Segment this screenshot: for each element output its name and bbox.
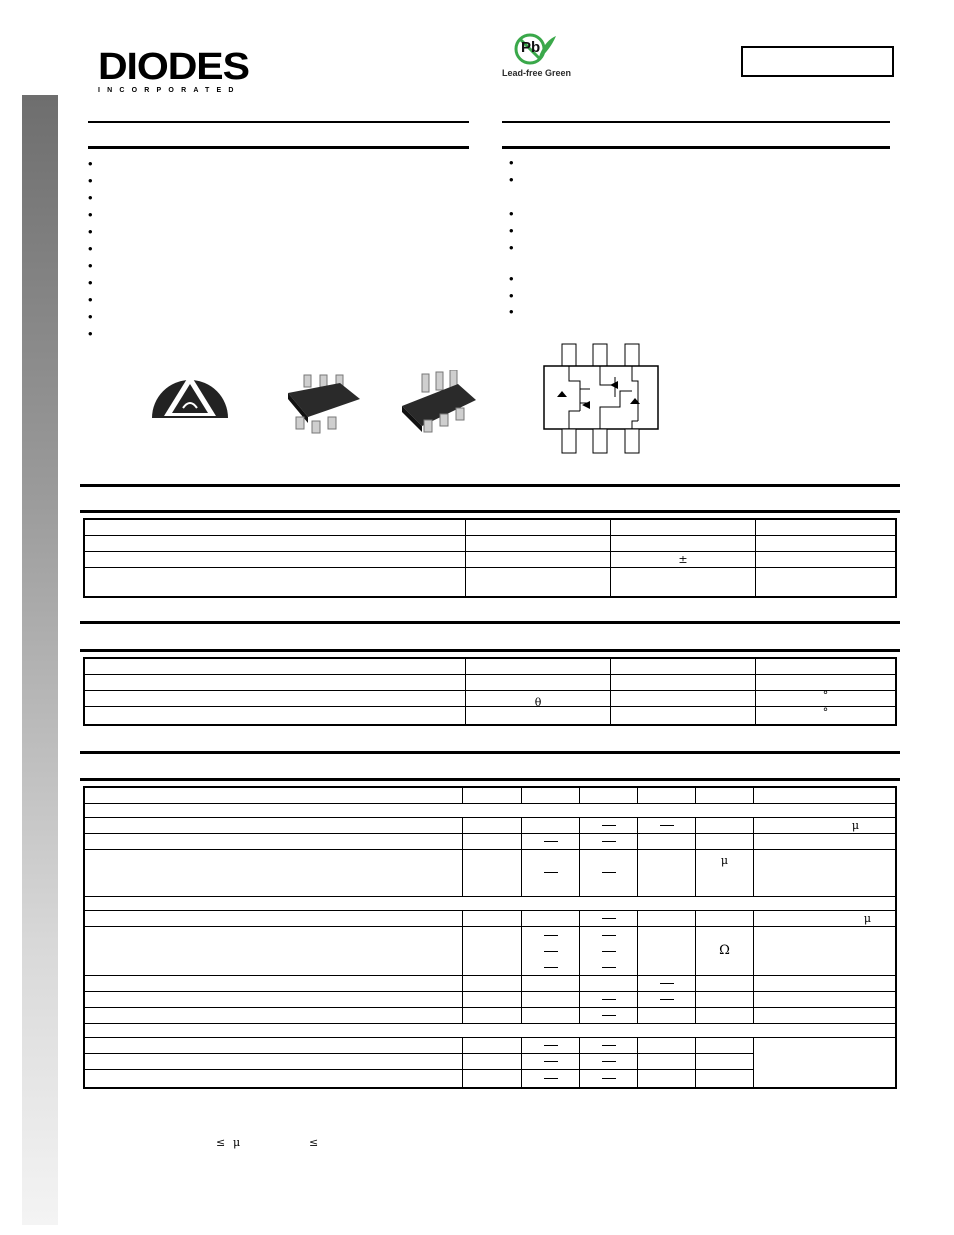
list-item — [88, 257, 458, 274]
mosfet-schematic-icon — [540, 341, 660, 456]
list-item: • — [509, 155, 514, 170]
mu-symbol: μ — [233, 1136, 241, 1149]
list-item: • — [509, 304, 514, 319]
le-symbol: ≤ — [216, 1136, 226, 1149]
table-header-row — [84, 658, 896, 675]
mechanical-list — [509, 155, 879, 320]
degree-symbol: ° — [822, 705, 829, 719]
table-row — [84, 691, 896, 707]
section1-top-rule — [80, 484, 900, 487]
features-list — [88, 155, 458, 342]
degree-symbol: ° — [822, 688, 829, 702]
sot-package-side-icon — [398, 370, 478, 438]
features-top-rule — [88, 121, 469, 123]
list-item — [88, 291, 458, 308]
list-item — [88, 274, 458, 291]
table-group-row — [84, 804, 896, 818]
section2-top-rule — [80, 621, 900, 624]
logo-wordmark: DIODES — [98, 46, 249, 88]
mechanical-bottom-rule — [502, 146, 890, 149]
list-item — [88, 155, 458, 172]
list-item — [88, 206, 458, 223]
electrical-table — [83, 786, 897, 1089]
table-row — [84, 927, 896, 976]
list-item: • — [509, 271, 514, 286]
omega-symbol: Ω — [719, 943, 730, 958]
table-row — [84, 834, 896, 850]
footnote — [80, 1136, 480, 1152]
section1-bottom-rule — [80, 510, 900, 513]
list-item — [88, 325, 458, 342]
table-row — [84, 675, 896, 691]
esd-warning-icon — [150, 364, 230, 420]
mu-symbol: μ — [851, 818, 859, 832]
leadfree-label: Lead-free Green — [502, 68, 572, 78]
sot-package-icon — [282, 373, 364, 435]
table-group-row — [84, 1024, 896, 1038]
table-header-row — [84, 519, 896, 536]
plus-minus-symbol: ± — [678, 552, 688, 566]
list-item: • — [509, 240, 514, 255]
list-item — [88, 240, 458, 257]
features-bottom-rule — [88, 146, 469, 149]
mu-symbol: μ — [863, 911, 871, 925]
list-item: • — [509, 206, 514, 221]
list-item: • — [509, 172, 514, 187]
section3-top-rule — [80, 751, 900, 754]
table-row — [84, 850, 896, 897]
side-banner — [22, 95, 58, 1225]
table-row — [84, 992, 896, 1008]
theta-symbol: θ — [534, 695, 542, 709]
list-item — [88, 223, 458, 240]
table-group-row — [84, 897, 896, 911]
table-row — [84, 911, 896, 927]
table-row — [84, 707, 896, 726]
mu-symbol: μ — [720, 854, 729, 867]
list-item — [88, 172, 458, 189]
leadfree-green-icon — [510, 30, 560, 70]
leadfree-symbol: Pb — [521, 39, 541, 56]
le-symbol: ≤ — [309, 1136, 319, 1149]
section2-bottom-rule — [80, 649, 900, 652]
mechanical-top-rule — [502, 121, 890, 123]
list-item — [88, 308, 458, 325]
max-ratings-table — [83, 518, 897, 598]
section3-bottom-rule — [80, 778, 900, 781]
table-row — [84, 976, 896, 992]
table-row — [84, 818, 896, 834]
list-item: • — [509, 288, 514, 303]
table-header-row — [84, 787, 896, 804]
list-item: • — [509, 223, 514, 238]
table-row — [84, 568, 896, 598]
table-row — [84, 536, 896, 552]
part-number-box — [741, 46, 894, 77]
table-row — [84, 1038, 896, 1054]
table-row — [84, 1008, 896, 1024]
table-row — [84, 552, 896, 568]
thermal-table — [83, 657, 897, 726]
list-item — [88, 189, 458, 206]
company-logo — [98, 48, 276, 94]
logo-subtitle: INCORPORATED — [98, 87, 241, 94]
